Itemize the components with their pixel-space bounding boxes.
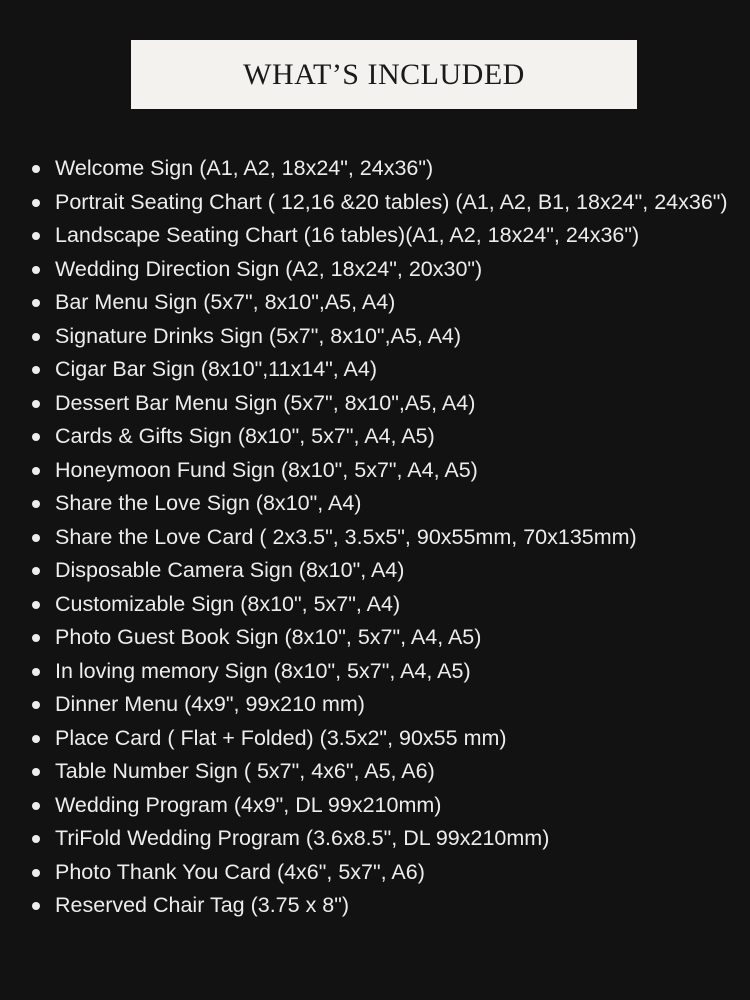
list-item: [32, 554, 732, 588]
list-item-text: Dessert Bar Menu Sign (5x7", 8x10",A5, A4): [55, 390, 476, 415]
list-item-text: Welcome Sign (A1, A2, 18x24", 24x36"): [55, 156, 434, 180]
list-item-text: Signature Drinks Sign (5x7", 8x10",A5, A4): [55, 323, 462, 348]
included-items-list: [32, 152, 732, 923]
list-item: [32, 487, 732, 521]
bullet-icon: [32, 701, 40, 709]
list-item-text: Portrait Seating Chart ( 12,16 &20 tables) (A1, A2, B1, 18x24", 24x36"): [55, 189, 728, 214]
bullet-icon: [32, 333, 40, 341]
list-item: [32, 688, 732, 722]
list-item: [32, 353, 732, 387]
list-item-text: Landscape Seating Chart (16 tables)(A1, A2, 18x24", 24x36"): [55, 223, 640, 247]
bullet-icon: [32, 735, 40, 743]
list-item-text: Honeymoon Fund Sign (8x10", 5x7", A4, A5): [55, 457, 478, 482]
bullet-icon: [32, 400, 40, 408]
list-item: [32, 320, 732, 354]
bullet-icon: [32, 534, 40, 542]
list-item-text: Customizable Sign (8x10", 5x7", A4): [55, 591, 401, 616]
bullet-icon: [32, 835, 40, 843]
bullet-icon: [32, 668, 40, 676]
list-item-text: Place Card ( Flat + Folded) (3.5x2", 90x55 mm): [55, 725, 507, 750]
page-title: WHAT’S INCLUDED: [243, 57, 525, 91]
bullet-icon: [32, 232, 40, 240]
bullet-icon: [32, 802, 40, 810]
bullet-icon: [32, 567, 40, 575]
list-item-text: TriFold Wedding Program (3.6x8.5", DL 99x210mm): [55, 826, 550, 850]
list-item: [32, 889, 732, 923]
list-item: [32, 655, 732, 689]
list-item-text: Share the Love Sign (8x10", A4): [55, 491, 362, 515]
list-item: [32, 253, 732, 287]
list-item: [32, 722, 732, 756]
bullet-icon: [32, 299, 40, 307]
bullet-icon: [32, 199, 40, 207]
list-item-text: Photo Guest Book Sign (8x10", 5x7", A4, A5): [55, 625, 482, 649]
list-item: [32, 588, 732, 622]
list-item: [32, 789, 732, 823]
bullet-icon: [32, 366, 40, 374]
list-item: [32, 286, 732, 320]
list-item-text: Reserved Chair Tag (3.75 x 8"): [55, 893, 350, 917]
list-item: [32, 152, 732, 186]
bullet-icon: [32, 500, 40, 508]
list-item-text: Bar Menu Sign (5x7", 8x10",A5, A4): [55, 290, 396, 314]
list-item: [32, 856, 732, 890]
list-item-text: Share the Love Card ( 2x3.5", 3.5x5", 90x55mm, 70x135mm): [55, 524, 637, 549]
bullet-icon: [32, 902, 40, 910]
list-item: [32, 186, 732, 220]
bullet-icon: [32, 433, 40, 441]
list-item: [32, 387, 732, 421]
bullet-icon: [32, 266, 40, 274]
list-item: [32, 454, 732, 488]
list-item-text: Photo Thank You Card (4x6", 5x7", A6): [55, 859, 425, 884]
title-banner: [131, 40, 637, 109]
list-item: [32, 621, 732, 655]
list-item: [32, 521, 732, 555]
bullet-icon: [32, 165, 40, 173]
bullet-icon: [32, 634, 40, 642]
bullet-icon: [32, 601, 40, 609]
list-item: [32, 822, 732, 856]
list-item-text: Wedding Direction Sign (A2, 18x24", 20x30"): [55, 256, 483, 281]
list-item-text: Disposable Camera Sign (8x10", A4): [55, 558, 405, 582]
list-item-text: Wedding Program (4x9", DL 99x210mm): [55, 792, 442, 817]
list-item: [32, 420, 732, 454]
list-item-text: In loving memory Sign (8x10", 5x7", A4, A5): [55, 658, 471, 683]
bullet-icon: [32, 869, 40, 877]
list-item-text: Dinner Menu (4x9", 99x210 mm): [55, 692, 365, 716]
list-item: [32, 755, 732, 789]
bullet-icon: [32, 768, 40, 776]
list-item: [32, 219, 732, 253]
list-item-text: Cigar Bar Sign (8x10",11x14", A4): [55, 357, 378, 381]
list-item-text: Table Number Sign ( 5x7", 4x6", A5, A6): [55, 759, 435, 783]
list-item-text: Cards & Gifts Sign (8x10", 5x7", A4, A5): [55, 424, 435, 448]
bullet-icon: [32, 467, 40, 475]
